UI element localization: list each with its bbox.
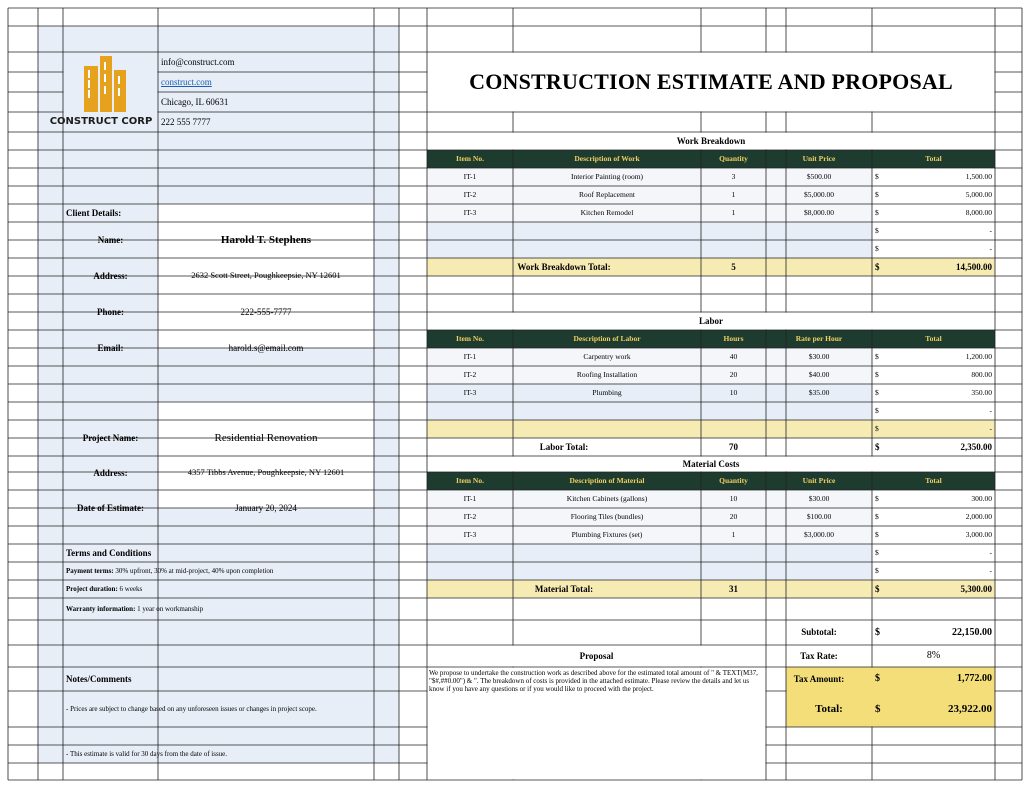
work-table-row-3-qty[interactable] (701, 222, 766, 240)
material-table-row-3-qty[interactable] (701, 544, 766, 562)
labor-table-title: Labor (698, 315, 723, 326)
labor-table-row-4-item[interactable] (427, 420, 513, 438)
work-table-row-4-qty[interactable] (701, 240, 766, 258)
work-table-total-currency: $ (875, 261, 880, 272)
labor-table-header-0: Item No. (456, 333, 484, 343)
labor-table-row-3-price[interactable] (766, 402, 872, 420)
labor-table-row-4-total: - (989, 423, 992, 433)
warranty-info-value: 1 year on workmanship (137, 604, 204, 613)
work-table-row-3-desc[interactable] (513, 222, 701, 240)
material-table-row-2-qty[interactable]: 1 (731, 529, 736, 539)
work-table-row-1-price[interactable]: $5,000.00 (804, 189, 834, 199)
notes-line-2: - This estimate is valid for 30 days from the date of issue. (66, 749, 228, 758)
material-table-row-1-item[interactable]: IT-2 (463, 511, 477, 521)
work-table-row-2-qty[interactable]: 1 (731, 207, 736, 217)
labor-table-total-currency: $ (875, 441, 880, 452)
work-table-title: Work Breakdown (676, 135, 746, 146)
client-address-label: Address: (93, 270, 128, 281)
work-table-header-2: Quantity (719, 153, 748, 163)
labor-table-row-3-total: - (989, 405, 992, 415)
labor-table-row-3-item[interactable] (427, 402, 513, 420)
labor-table-row-1-item[interactable]: IT-2 (463, 369, 477, 379)
material-table-header-3: Unit Price (802, 475, 836, 485)
labor-table-row-0-item[interactable]: IT-1 (463, 351, 477, 361)
material-table-total-qty: 31 (729, 583, 738, 594)
material-table-row-3-price[interactable] (766, 544, 872, 562)
client-section-label: Client Details: (66, 207, 122, 218)
work-table-row-0-price[interactable]: $500.00 (806, 171, 832, 181)
work-table-row-2-currency: $ (875, 207, 879, 217)
labor-table-row-1-total: 800.00 (971, 369, 992, 379)
work-table-header-4: Total (925, 153, 942, 163)
company-website-link[interactable]: construct.com (161, 76, 212, 87)
labor-table-row-0-price[interactable]: $30.00 (808, 351, 830, 361)
project-date-value[interactable]: January 20, 2024 (235, 502, 297, 513)
material-table-row-4-desc[interactable] (513, 562, 701, 580)
material-table-row-0-total: 300.00 (971, 493, 992, 503)
material-table-row-0-desc[interactable]: Kitchen Cabinets (gallons) (566, 493, 648, 503)
material-table-row-0-price[interactable]: $30.00 (808, 493, 830, 503)
work-table-header-3: Unit Price (802, 153, 836, 163)
work-table-row-1-qty[interactable]: 1 (731, 189, 736, 199)
warranty-info-label: Warranty information: (66, 604, 136, 613)
labor-table-row-0-desc[interactable]: Carpentry work (583, 351, 631, 361)
notes-line-1: - Prices are subject to change based on any unforeseen issues or changes in project scope. (66, 704, 317, 713)
grand-total-label: Total: (815, 702, 843, 715)
work-table-row-0-qty[interactable]: 3 (731, 171, 736, 181)
labor-table-row-1-desc[interactable]: Roofing Installation (576, 369, 638, 379)
labor-table-row-1-qty[interactable]: 20 (729, 369, 738, 379)
material-table-row-2-item[interactable]: IT-3 (463, 529, 477, 539)
material-table-row-1-qty[interactable]: 20 (729, 511, 738, 521)
material-table-row-4-total: - (989, 565, 992, 575)
payment-terms-label: Payment terms: (66, 566, 114, 575)
work-table-row-0-currency: $ (875, 171, 879, 181)
terms-title: Terms and Conditions (66, 547, 152, 558)
client-name-label: Name: (97, 234, 124, 245)
project-address-label: Address: (93, 467, 128, 478)
labor-table-row-2-price[interactable]: $35.00 (808, 387, 830, 397)
material-table-row-3-total: - (989, 547, 992, 557)
tax-rate-label: Tax Rate: (800, 650, 838, 661)
company-website[interactable] (158, 72, 374, 92)
labor-table-row-1-currency: $ (875, 369, 879, 379)
material-table-row-4-price[interactable] (766, 562, 872, 580)
work-table-row-1-item[interactable]: IT-2 (463, 189, 477, 199)
material-table-row-3-desc[interactable] (513, 544, 701, 562)
material-table-row-2-currency: $ (875, 529, 879, 539)
client-email-value[interactable]: harold.s@email.com (228, 342, 304, 353)
work-table-row-4-currency: $ (875, 243, 879, 253)
work-table-row-4-total: - (989, 243, 992, 253)
labor-table-header-3: Rate per Hour (795, 333, 843, 343)
client-address-value[interactable]: 2632 Scott Street, Poughkeepsie, NY 12601 (191, 270, 341, 281)
project-duration (63, 580, 374, 598)
tax-rate-value[interactable]: 8% (926, 650, 941, 662)
client-phone-label: Phone: (97, 306, 124, 317)
material-table-header-1: Description of Material (569, 475, 645, 485)
material-table-row-1-price[interactable]: $100.00 (806, 511, 832, 521)
work-table-total-label: Work Breakdown Total: (517, 261, 611, 272)
material-table-header-4: Total (925, 475, 942, 485)
material-table-total-label: Material Total: (534, 583, 594, 594)
labor-table-row-3-qty[interactable] (701, 402, 766, 420)
project-date-label: Date of Estimate: (77, 502, 144, 513)
sidebar-strip-right (374, 26, 399, 763)
labor-table-row-2-currency: $ (875, 387, 879, 397)
labor-table-total-value: 2,350.00 (960, 441, 992, 452)
payment-terms-value: 30% upfront, 30% at mid-project, 40% upon completion (115, 566, 274, 575)
material-table-title: Material Costs (682, 458, 740, 469)
material-table-row-2-price[interactable]: $3,000.00 (804, 529, 834, 539)
notes-title: Notes/Comments (66, 673, 132, 684)
page-title: CONSTRUCTION ESTIMATE AND PROPOSAL (469, 69, 953, 95)
material-table-row-3-currency: $ (875, 547, 879, 557)
work-table-row-1-currency: $ (875, 189, 879, 199)
work-table-row-4-desc[interactable] (513, 240, 701, 258)
labor-table-row-2-qty[interactable]: 10 (729, 387, 738, 397)
labor-table-row-0-currency: $ (875, 351, 879, 361)
labor-table-row-4-desc[interactable] (513, 420, 701, 438)
material-table-row-4-item[interactable] (427, 562, 513, 580)
company-email: info@construct.com (161, 56, 235, 67)
work-table-row-2-desc[interactable]: Kitchen Remodel (580, 207, 634, 217)
labor-table-row-2-item[interactable]: IT-3 (463, 387, 477, 397)
company-name: CONSTRUCT CORP (49, 116, 153, 128)
work-table-row-3-currency: $ (875, 225, 879, 235)
tax-amount-label: Tax Amount: (793, 673, 845, 684)
company-phone: 222 555 7777 (161, 116, 211, 127)
material-table-row-0-item[interactable]: IT-1 (463, 493, 477, 503)
labor-table-row-2-desc[interactable]: Plumbing (592, 387, 622, 397)
material-table-row-1-total: 2,000.00 (965, 511, 992, 521)
subtotal-currency: $ (875, 626, 880, 638)
work-table-total-qty: 5 (731, 261, 736, 272)
labor-table-row-4-price[interactable] (766, 420, 872, 438)
project-address-value[interactable]: 4357 Tibbs Avenue, Poughkeepsie, NY 12601 (187, 467, 345, 478)
project-name-label: Project Name: (82, 432, 139, 443)
work-table-row-2-total: 8,000.00 (965, 207, 992, 217)
company-city: Chicago, IL 60631 (161, 96, 229, 107)
subtotal-value: 22,150.00 (952, 626, 992, 638)
work-table-row-2-item[interactable]: IT-3 (463, 207, 477, 217)
client-name-value[interactable]: Harold T. Stephens (220, 233, 312, 246)
work-table-row-3-price[interactable] (766, 222, 872, 240)
labor-table-row-2-total: 350.00 (971, 387, 992, 397)
subtotal-label: Subtotal: (801, 627, 837, 638)
labor-table-row-4-currency: $ (875, 423, 879, 433)
work-table-row-0-total: 1,500.00 (965, 171, 992, 181)
labor-table-row-0-total: 1,200.00 (965, 351, 992, 361)
work-table-row-1-total: 5,000.00 (965, 189, 992, 199)
warranty-info (63, 598, 374, 620)
labor-table-row-3-desc[interactable] (513, 402, 701, 420)
sidebar-strip-left (38, 26, 63, 763)
material-table-row-4-currency: $ (875, 565, 879, 575)
material-table-row-1-currency: $ (875, 511, 879, 521)
labor-table-row-1-price[interactable]: $40.00 (808, 369, 830, 379)
material-table-row-4-qty[interactable] (701, 562, 766, 580)
work-table-row-3-total: - (989, 225, 992, 235)
material-table-row-0-qty[interactable]: 10 (729, 493, 738, 503)
labor-table-header-1: Description of Labor (573, 333, 641, 343)
work-table-row-4-price[interactable] (766, 240, 872, 258)
client-panel-bg (63, 26, 374, 763)
material-table-total-currency: $ (875, 583, 880, 594)
client-email-label: Email: (97, 342, 124, 353)
work-table-row-0-item[interactable]: IT-1 (463, 171, 477, 181)
proposal-title: Proposal (579, 650, 614, 661)
material-table-row-1-desc[interactable]: Flooring Tiles (bundles) (570, 511, 644, 521)
tax-amount-currency: $ (875, 673, 880, 685)
work-table-row-1-desc[interactable]: Roof Replacement (578, 189, 636, 199)
material-table-row-3-item[interactable] (427, 544, 513, 562)
labor-table-row-4-qty[interactable] (701, 420, 766, 438)
grand-total-currency: $ (875, 702, 881, 715)
labor-table-total-label: Labor Total: (539, 441, 589, 452)
labor-table-header-4: Total (925, 333, 942, 343)
project-duration-label: Project duration: (66, 584, 118, 593)
work-table-row-2-price[interactable]: $8,000.00 (804, 207, 834, 217)
tax-amount-value: 1,772.00 (957, 673, 992, 685)
client-phone-value[interactable]: 222-555-7777 (240, 306, 292, 317)
labor-table-row-0-qty[interactable]: 40 (729, 351, 738, 361)
work-table-header-0: Item No. (456, 153, 484, 163)
grand-total-value: 23,922.00 (948, 702, 992, 715)
material-table-total-value: 5,300.00 (960, 583, 992, 594)
work-table-total-value: 14,500.00 (956, 261, 992, 272)
project-name-value[interactable]: Residential Renovation (214, 431, 318, 444)
labor-table-header-2: Hours (723, 333, 744, 343)
material-table-header-0: Item No. (456, 475, 484, 485)
payment-terms (63, 562, 374, 580)
material-table-row-2-desc[interactable]: Plumbing Fixtures (set) (571, 529, 643, 539)
material-table-row-0-currency: $ (875, 493, 879, 503)
labor-table-total-qty: 70 (729, 441, 738, 452)
project-duration-value: 6 weeks (119, 584, 143, 593)
proposal-text: We propose to undertake the construction work as described above for the estimated total amount of " & TEXT(M37, "$#,##0.00") & ". The breakdown of costs is provided in the attached estimate. Please review the details and let us know if you have any questions or if you would like to proceed with the project. (429, 669, 758, 694)
work-table-header-1: Description of Work (574, 153, 640, 163)
work-table-row-3-item[interactable] (427, 222, 513, 240)
material-table-row-2-total: 3,000.00 (965, 529, 992, 539)
work-table-row-0-desc[interactable]: Interior Painting (room) (570, 171, 644, 181)
labor-table-row-3-currency: $ (875, 405, 879, 415)
work-table-row-4-item[interactable] (427, 240, 513, 258)
material-table-header-2: Quantity (719, 475, 748, 485)
